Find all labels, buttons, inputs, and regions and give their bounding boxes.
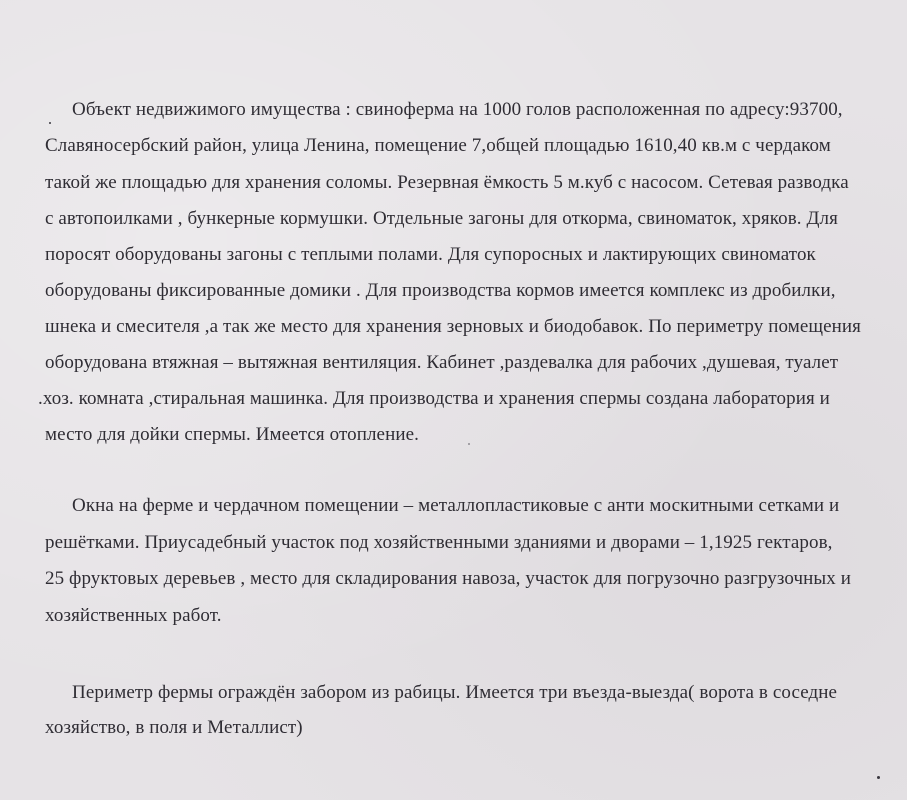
paper-speck [49, 122, 51, 124]
text-line: оборудованы фиксированные домики . Для производства кормов имеется комплекс из дробилки, [45, 280, 836, 301]
text-line: поросят оборудованы загоны с теплыми полами. Для супоросных и лактирующих свиноматок [45, 244, 816, 265]
text-line: 25 фруктовых деревьев , место для складирования навоза, участок для погрузочно разгрузочных и [45, 568, 852, 589]
paper-speck [468, 443, 470, 445]
text-line: хозяйство, в поля и Металлист) [45, 717, 303, 738]
text-line: такой же площадью для хранения соломы. Резервная ёмкость 5 м.куб с насосом. Сетевая разводка [45, 172, 849, 193]
text-line: оборудована втяжная – вытяжная вентиляция. Кабинет ,раздевалка для рабочих ,душевая, туалет [45, 352, 839, 373]
text-line: Славяносербский район, улица Ленина, помещение 7,общей площадью 1610,40 кв.м с чердаком [45, 135, 831, 156]
text-line: Периметр фермы ограждён забором из рабицы. Имеется три въезда-выезда( ворота в соседне [72, 682, 838, 703]
paper-speck [877, 776, 880, 779]
text-line: шнека и смесителя ,а так же место для хранения зерновых и биодобавок. По периметру помещения [45, 316, 862, 337]
text-line: Окна на ферме и чердачном помещении – металлопластиковые с анти москитными сетками и [72, 495, 840, 516]
text-line: место для дойки спермы. Имеется отопление. [45, 424, 419, 445]
text-line: с автопоилками , бункерные кормушки. Отдельные загоны для откорма, свиноматок, хряков. Для [45, 208, 838, 229]
text-line: .хоз. комната ,стиральная машинка. Для производства и хранения спермы создана лаборатория и [38, 388, 830, 409]
text-line: хозяйственных работ. [45, 605, 222, 626]
text-line: решётками. Приусадебный участок под хозяйственными зданиями и дворами – 1,1925 гектаров, [45, 532, 833, 553]
text-line: Объект недвижимого имущества : свиноферма на 1000 голов расположенная по адресу:93700, [72, 99, 843, 120]
